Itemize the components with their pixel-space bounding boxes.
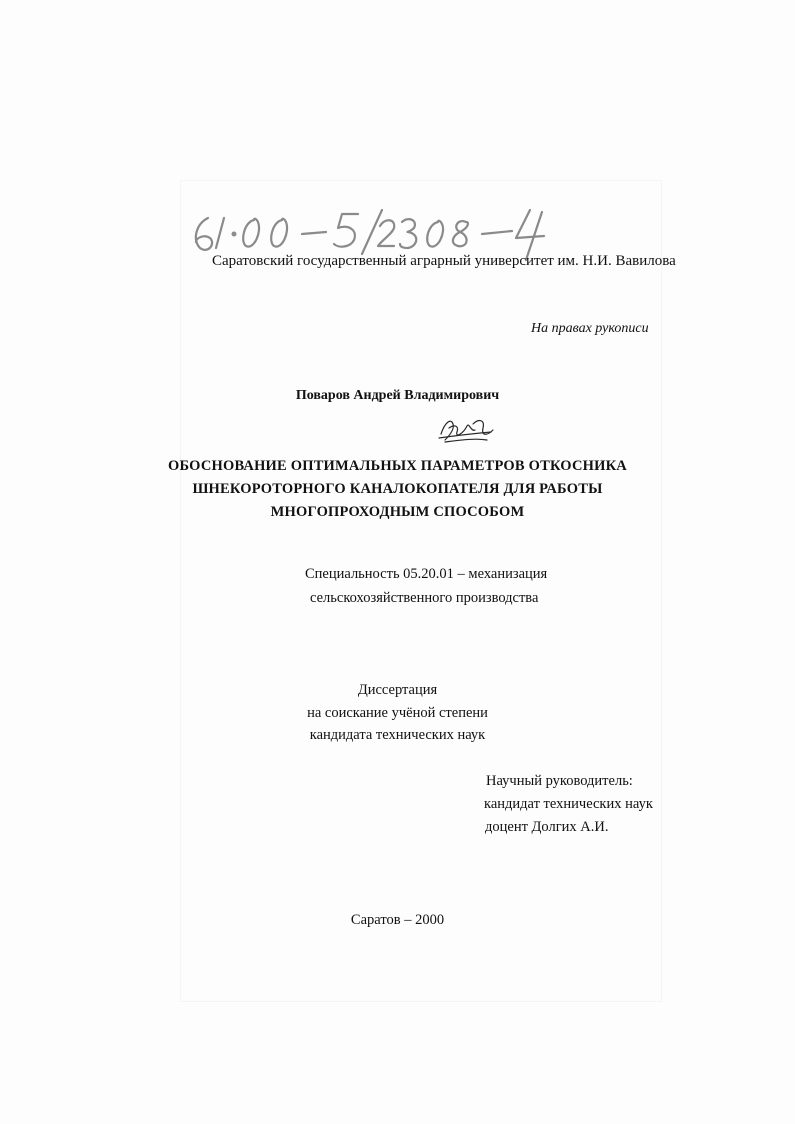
signature-mark (435, 412, 497, 446)
author-signature (435, 412, 497, 446)
university-name: Саратовский государственный аграрный университет им. Н.И. Вавилова (212, 253, 676, 269)
dissertation-title-line: МНОГОПРОХОДНЫМ СПОСОБОМ (270, 504, 525, 520)
dissertation-title-line: ШНЕКОРОТОРНОГО КАНАЛОКОПАТЕЛЯ ДЛЯ РАБОТЫ (192, 481, 603, 497)
place-and-year: Саратов – 2000 (350, 912, 445, 928)
supervisor-line: доцент Долгих А.И. (485, 819, 609, 835)
dissertation-type-line: на соискание учёной степени (307, 705, 488, 721)
author-name: Поваров Андрей Владимирович (295, 388, 500, 403)
dissertation-type-line: кандидата технических наук (309, 727, 486, 743)
specialty-line: Специальность 05.20.01 – механизация (305, 566, 548, 582)
rights-note: На правах рукописи (531, 321, 649, 336)
supervisor-line: Научный руководитель: (486, 773, 633, 789)
specialty-line: сельскохозяйственного производства (310, 590, 539, 606)
supervisor-line: кандидат технических наук (484, 796, 653, 812)
dissertation-title-line: ОБОСНОВАНИЕ ОПТИМАЛЬНЫХ ПАРАМЕТРОВ ОТКОСНИКА (168, 458, 627, 474)
dissertation-type-line: Диссертация (357, 682, 438, 698)
